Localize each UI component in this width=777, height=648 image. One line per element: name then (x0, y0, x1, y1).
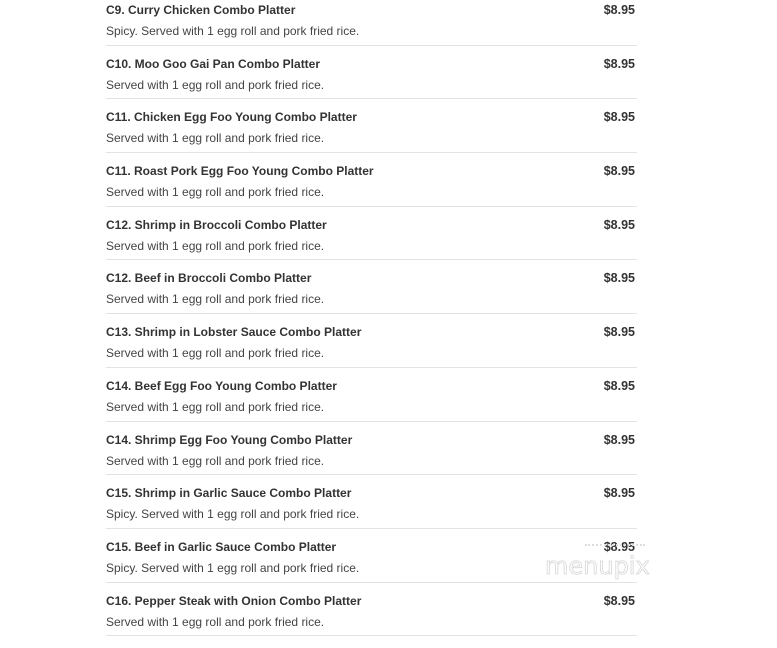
item-price: $8.95 (603, 378, 635, 393)
item-description: Served with 1 egg roll and pork fried rice. (106, 185, 325, 200)
menu-item[interactable] (106, 368, 637, 422)
item-name: C11. Chicken Egg Foo Young Combo Platter (106, 110, 357, 125)
menu-item[interactable] (106, 99, 637, 153)
item-description: Served with 1 egg roll and pork fried rice. (106, 614, 325, 629)
item-price: $8.95 (603, 110, 635, 125)
item-name: C12. Shrimp in Broccoli Combo Platter (106, 217, 327, 232)
item-description: Served with 1 egg roll and pork fried rice. (106, 399, 325, 414)
item-name: C16. Pepper Steak with Onion Combo Platter (106, 593, 362, 608)
menu-item[interactable] (106, 260, 637, 314)
item-description: Served with 1 egg roll and pork fried rice. (106, 346, 325, 361)
item-price: $8.95 (603, 486, 635, 501)
item-name: C13. Shrimp in Lobster Sauce Combo Platter (106, 325, 362, 340)
item-description: Served with 1 egg roll and pork fried rice. (106, 77, 325, 92)
item-description: Served with 1 egg roll and pork fried rice. (106, 292, 325, 307)
item-price: $8.95 (603, 3, 635, 17)
item-name: C10. Moo Goo Gai Pan Combo Platter (106, 56, 321, 71)
item-description: Spicy. Served with 1 egg roll and pork fried rice. (106, 507, 360, 522)
item-description: Served with 1 egg roll and pork fried rice. (106, 453, 325, 468)
item-name: C15. Beef in Garlic Sauce Combo Platter (106, 539, 337, 554)
item-name: C11. Roast Pork Egg Foo Young Combo Platter (106, 164, 374, 179)
item-description: Spicy. Served with 1 egg roll and pork fried rice. (106, 24, 360, 38)
menu-item[interactable] (106, 475, 637, 529)
item-price: $8.95 (603, 325, 635, 340)
menu-item[interactable] (106, 46, 637, 100)
item-price: $8.95 (603, 164, 635, 179)
menu-item[interactable] (106, 314, 637, 368)
item-price: $8.95 (603, 56, 635, 71)
menu-item[interactable] (106, 0, 637, 46)
item-price: $8.95 (603, 593, 635, 608)
item-name: C12. Beef in Broccoli Combo Platter (106, 271, 312, 286)
menu-item[interactable] (106, 583, 637, 637)
menu-item[interactable] (106, 422, 637, 476)
item-price: $8.95 (603, 539, 635, 554)
watermark-logo: menupix (545, 552, 650, 580)
item-name: C14. Beef Egg Foo Young Combo Platter (106, 378, 337, 393)
item-price: $8.95 (603, 217, 635, 232)
item-name: C15. Shrimp in Garlic Sauce Combo Platter (106, 486, 352, 501)
item-description: Served with 1 egg roll and pork fried rice. (106, 238, 325, 253)
item-price: $8.95 (603, 271, 635, 286)
item-name: C9. Curry Chicken Combo Platter (106, 3, 296, 17)
menu-item[interactable] (106, 153, 637, 207)
item-price: $8.95 (603, 432, 635, 447)
item-description: Spicy. Served with 1 egg roll and pork fried rice. (106, 560, 360, 575)
menupix-watermark (545, 548, 655, 584)
menu-item[interactable] (106, 207, 637, 261)
item-description: Served with 1 egg roll and pork fried rice. (106, 131, 325, 146)
item-name: C14. Shrimp Egg Foo Young Combo Platter (106, 432, 353, 447)
menu-list (106, 0, 637, 636)
